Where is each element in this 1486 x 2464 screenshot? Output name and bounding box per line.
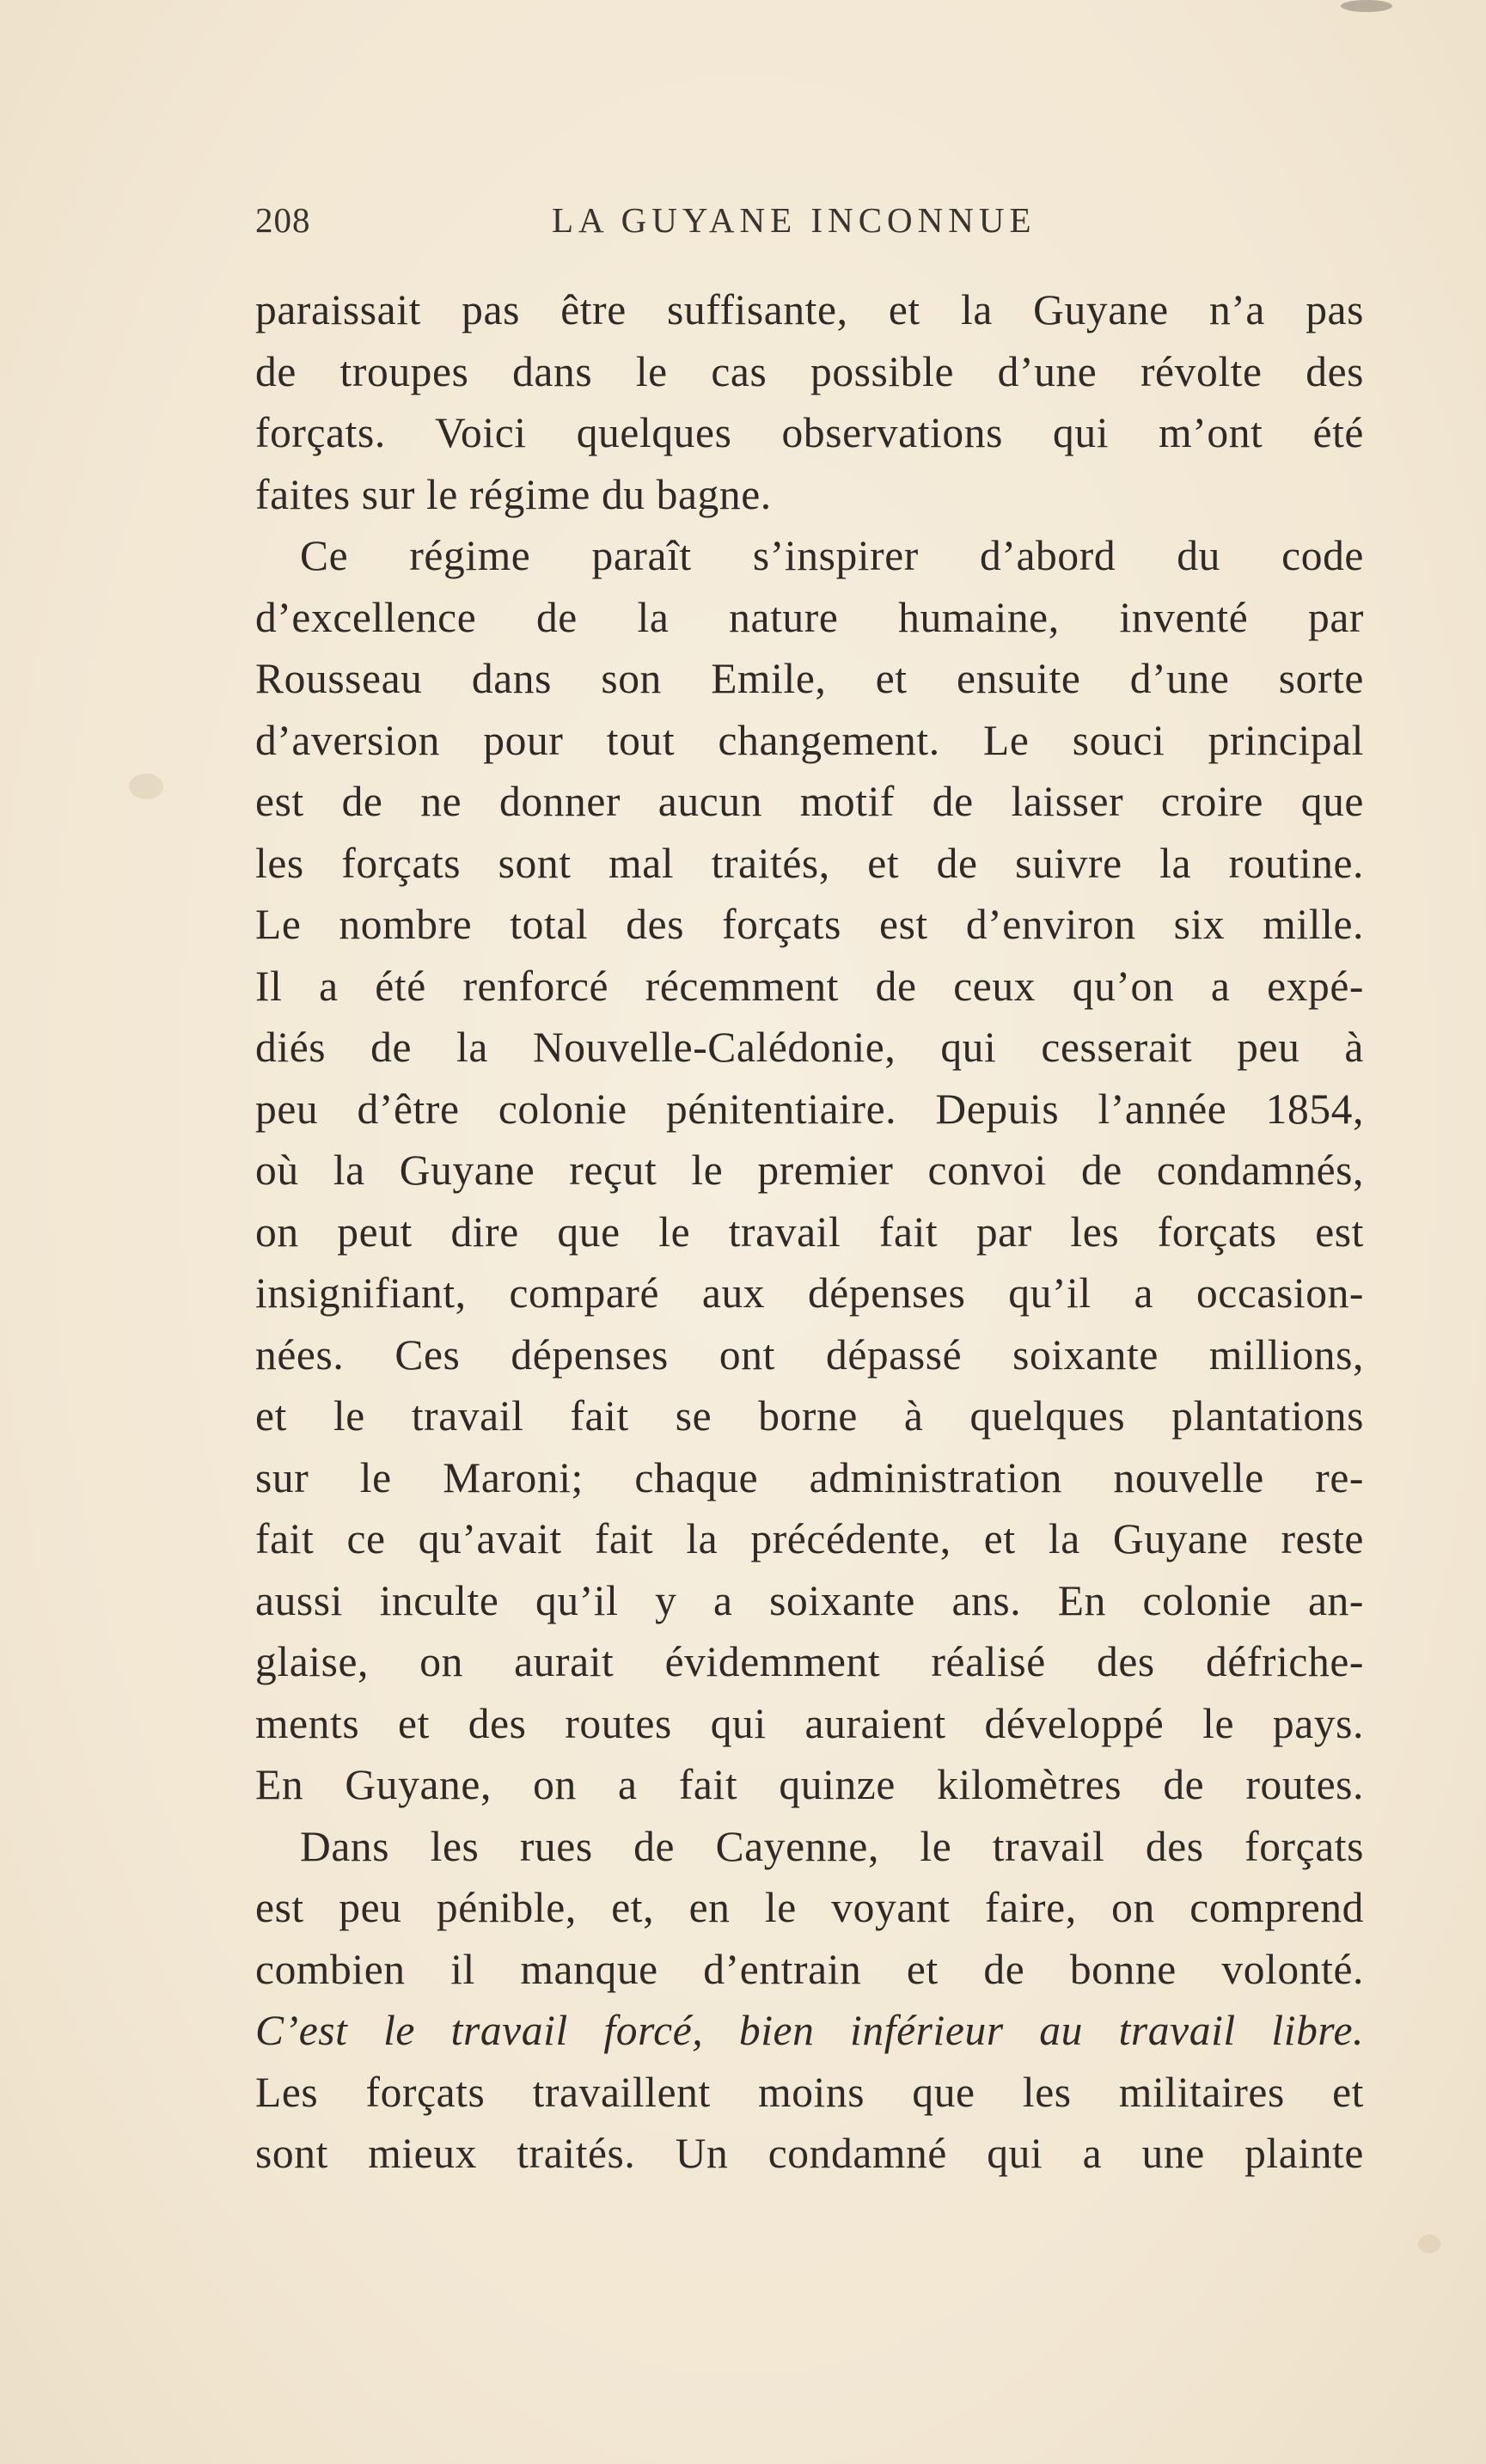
text-line: Le nombre total des forçats est d’environ six mille. — [255, 901, 1364, 948]
text-line: Les forçats travaillent moins que les militaires et — [255, 2068, 1364, 2116]
text-line: sur le Maroni; chaque administration nouvelle re- — [255, 1453, 1364, 1501]
text-line: et le travail fait se borne à quelques plantations — [255, 1392, 1364, 1440]
text-line: est peu pénible, et, en le voyant faire, on comprend — [255, 1884, 1364, 1931]
paper-stain — [129, 773, 163, 799]
body-text — [255, 279, 1364, 2185]
text-line: on peut dire que le travail fait par les forçats est — [255, 1208, 1364, 1256]
page-header — [255, 199, 1364, 251]
text-line: faites sur le régime du bagne. — [255, 470, 772, 518]
text-line: Ce régime paraît s’inspirer d’abord du code — [300, 532, 1364, 579]
text-line: diés de la Nouvelle-Calédonie, qui cesserait peu à — [255, 1024, 1364, 1071]
text-line: d’aversion pour tout changement. Le souci principal — [255, 716, 1364, 764]
text-line: les forçats sont mal traités, et de suivre la routine. — [255, 839, 1364, 887]
text-line: d’excellence de la nature humaine, inventé par — [255, 593, 1364, 641]
text-line: Il a été renforcé récemment de ceux qu’on a expé- — [255, 962, 1364, 1010]
text-line: sont mieux traités. Un condamné qui a une plainte — [255, 2130, 1364, 2177]
paper-edge-mark — [1341, 0, 1392, 12]
text-line: ments et des routes qui auraient développé le pays. — [255, 1699, 1364, 1747]
text-line: paraissait pas être suffisante, et la Guyane n’a pas — [255, 286, 1364, 333]
page-number: 208 — [255, 200, 311, 240]
text-line: En Guyane, on a fait quinze kilomètres de routes. — [255, 1761, 1364, 1808]
text-line: Rousseau dans son Emile, et ensuite d’une sorte — [255, 655, 1364, 702]
text-line: forçats. Voici quelques observations qui m’ont été — [255, 409, 1364, 456]
text-line: combien il manque d’entrain et de bonne volonté. — [255, 1945, 1364, 1993]
text-line: insignifiant, comparé aux dépenses qu’il a occasion- — [255, 1269, 1364, 1317]
text-line: nées. Ces dépenses ont dépassé soixante millions, — [255, 1330, 1364, 1379]
text-line: aussi inculte qu’il y a soixante ans. En colonie an- — [255, 1576, 1364, 1624]
text-line-italic: C’est le travail forcé, bien inférieur au travail libre. — [255, 2007, 1364, 2054]
text-line: Dans les rues de Cayenne, le travail des forçats — [300, 1822, 1364, 1870]
running-title: LA GUYANE INCONNUE — [552, 200, 1037, 240]
text-line: peu d’être colonie pénitentiaire. Depuis l’année 1854, — [255, 1085, 1364, 1133]
text-line: est de ne donner aucun motif de laisser croire que — [255, 778, 1364, 825]
text-line: de troupes dans le cas possible d’une révolte des — [255, 347, 1364, 395]
paper-stain — [1418, 2235, 1440, 2253]
text-line: glaise, on aurait évidemment réalisé des défriche- — [255, 1638, 1364, 1685]
text-line: où la Guyane reçut le premier convoi de condamnés, — [255, 1146, 1364, 1194]
text-line: fait ce qu’avait fait la précédente, et la Guyane reste — [255, 1515, 1364, 1562]
